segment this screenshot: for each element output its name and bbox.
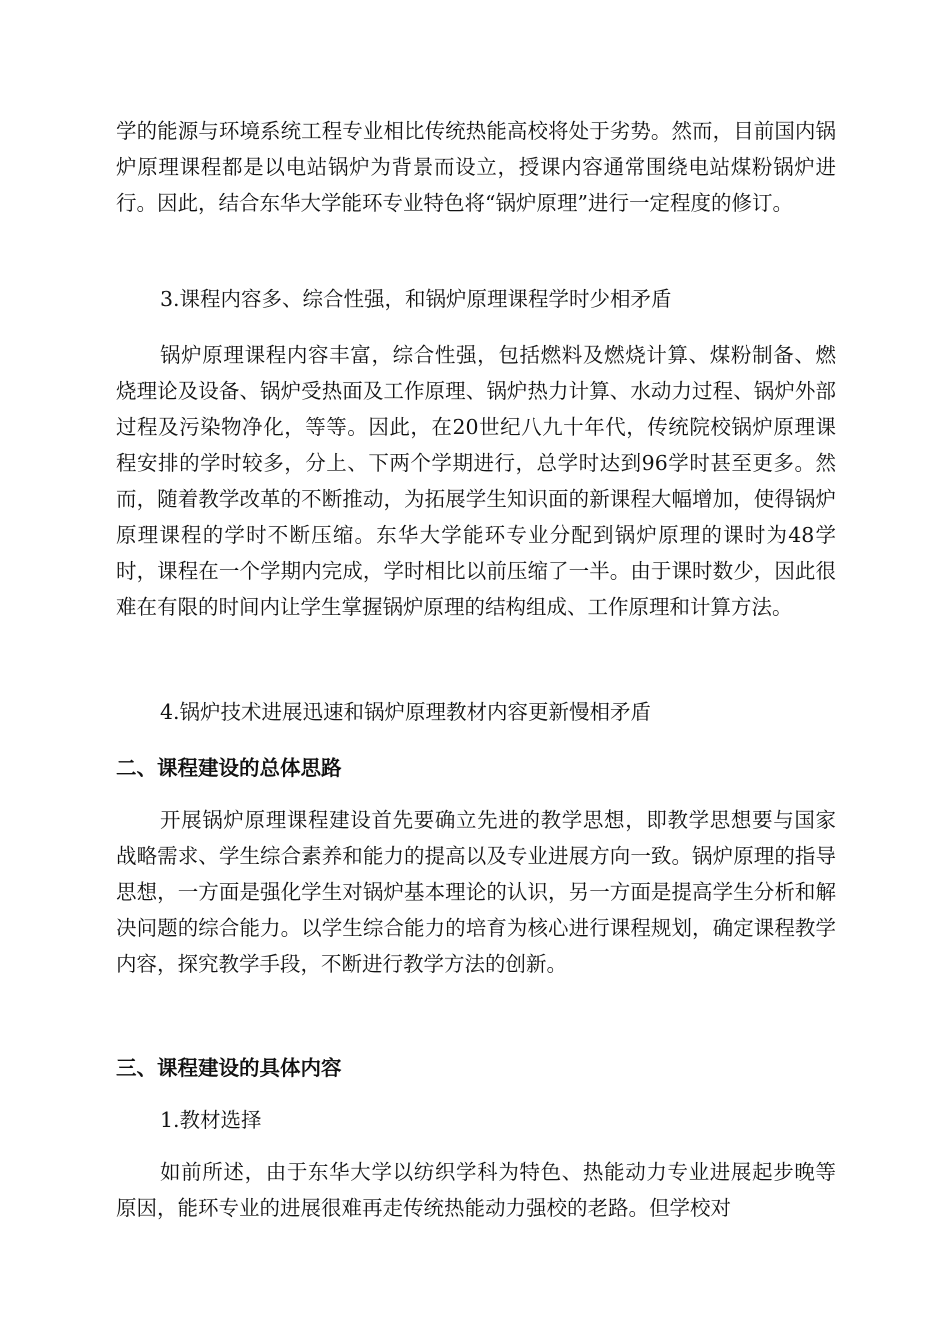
subheading-4: 4.锅炉技术进展迅速和锅炉原理教材内容更新慢相矛盾	[160, 700, 652, 724]
paragraph-overall-approach: 开展锅炉原理课程建设首先要确立先进的教学思想，即教学思想要与国家战略需求、学生综合素养和能力的提高以及专业进展方向一致。锅炉原理的指导思想，一方面是强化学生对锅炉基本理论的认识，另一方面是提高学生分析和解决问题的综合能力。以学生综合能力的培育为核心进行课程规划，确定课程教学内容，探究教学手段，不断进行教学方法的创新。	[116, 808, 836, 976]
section-heading-3: 三、课程建设的具体内容	[116, 1056, 342, 1080]
paragraph-course-content: 锅炉原理课程内容丰富，综合性强，包括燃料及燃烧计算、煤粉制备、燃烧理论及设备、锅炉受热面及工作原理、锅炉热力计算、水动力过程、锅炉外部过程及污染物净化，等等。因此，在20世纪八九十年代，传统院校锅炉原理课程安排的学时较多，分上、下两个学期进行，总学时达到96学时甚至更多。然而，随着教学改革的不断推动，为拓展学生知识面的新课程大幅增加，使得锅炉原理课程的学时不断压缩。东华大学能环专业分配到锅炉原理的课时为48学时，课程在一个学期内完成，学时相比以前压缩了一半。由于课时数少，因此很难在有限的时间内让学生掌握锅炉原理的结构组成、工作原理和计算方法。	[116, 343, 836, 619]
paragraph-textbook-selection: 如前所述，由于东华大学以纺织学科为特色、热能动力专业进展起步晚等原因，能环专业的进展很难再走传统热能动力强校的老路。但学校对	[116, 1160, 836, 1220]
subheading-1: 1.教材选择	[160, 1108, 262, 1132]
section-heading-2: 二、课程建设的总体思路	[116, 756, 342, 780]
subheading-3: 3.课程内容多、综合性强，和锅炉原理课程学时少相矛盾	[160, 287, 672, 311]
paragraph-continuation: 学的能源与环境系统工程专业相比传统热能高校将处于劣势。然而，目前国内锅炉原理课程都是以电站锅炉为背景而设立，授课内容通常围绕电站煤粉锅炉进行。因此，结合东华大学能环专业特色将“锅炉原理”进行一定程度的修订。	[116, 119, 836, 215]
